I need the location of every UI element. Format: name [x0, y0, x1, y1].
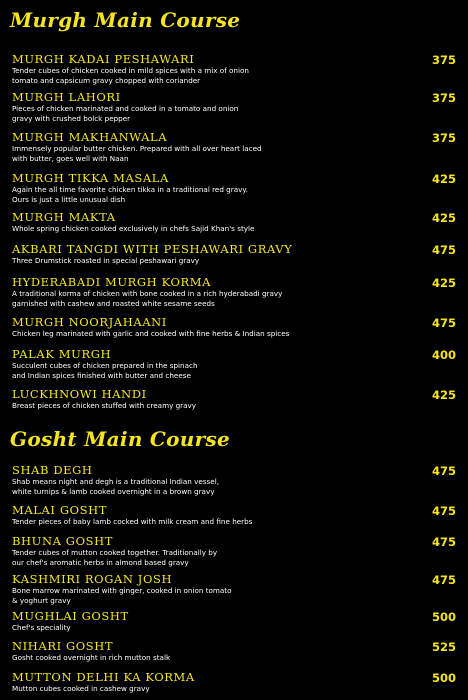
item-price: 425	[431, 276, 456, 290]
item-name: AKBARI TANGDI WITH PESHAWARI GRAVY	[12, 242, 293, 256]
section-title-gosht: Gosht Main Course	[10, 427, 231, 451]
menu-item	[12, 670, 460, 694]
item-price: 475	[431, 464, 456, 478]
item-name: MALAI GOSHT	[12, 503, 108, 517]
menu-item	[12, 90, 460, 123]
item-name: MUGHLAI GOSHT	[12, 609, 129, 623]
item-description: Pieces of chicken marinated and cooked in a tomato and onion gravy with crushed bolck pepper	[12, 104, 239, 123]
menu-item	[12, 315, 460, 339]
item-name: NIHARI GOSHT	[12, 639, 114, 653]
menu-item	[12, 210, 460, 234]
item-name: PALAK MURGH	[12, 347, 112, 361]
menu-item	[12, 242, 460, 266]
item-name: MURGH MAKTA	[12, 210, 116, 224]
item-name: MURGH MAKHANWALA	[12, 130, 168, 144]
menu-item	[12, 387, 460, 411]
item-description: Whole spring chicken cooked exclusively in chefs Sajid Khan's style	[12, 224, 255, 233]
menu-item	[12, 572, 460, 605]
section-title-murgh: Murgh Main Course	[10, 8, 241, 32]
item-description: Tender cubes of chicken cooked in mild spices with a mix of onion tomato and capsicum gravy chopped with coriander	[12, 66, 249, 85]
item-price: 375	[431, 131, 456, 145]
item-price: 425	[431, 388, 456, 402]
item-description: Bone marrow marinated with ginger, cooked in onion tomato & yoghurt gravy	[12, 586, 232, 605]
item-price: 525	[431, 640, 456, 654]
menu-item	[12, 463, 460, 496]
item-description: Tender cubes of mutton cooked together. Traditionally by our chef's aromatic herbs in almond based gravy	[12, 548, 218, 567]
menu-item	[12, 130, 460, 163]
item-name: LUCKHNOWI HANDI	[12, 387, 147, 401]
item-name: MURGH LAHORI	[12, 90, 121, 104]
item-name: BHUNA GOSHT	[12, 534, 113, 548]
item-description: Gosht cooked overnight in rich mutton stalk	[12, 653, 171, 662]
menu-item	[12, 275, 460, 308]
item-description: Chicken leg marinated with garlic and cooked with fine herbs & Indian spices	[12, 329, 290, 338]
item-price: 375	[431, 53, 456, 67]
item-price: 475	[431, 504, 456, 518]
item-name: KASHMIRI ROGAN JOSH	[12, 572, 173, 586]
item-name: MURGH NOORJAHAANI	[12, 315, 167, 329]
item-name: SHAB DEGH	[12, 463, 93, 477]
item-name: MURGH KADAI PESHAWARI	[12, 52, 195, 66]
menu-item	[12, 347, 460, 380]
item-description: Mutton cubes cooked in cashew gravy	[12, 684, 150, 693]
item-price: 475	[431, 573, 456, 587]
item-name: HYDERABADI MURGH KORMA	[12, 275, 212, 289]
item-price: 475	[431, 535, 456, 549]
item-description: Breast pieces of chicken stuffed with creamy gravy	[12, 401, 197, 410]
item-description: A traditional korma of chicken with bone cooked in a rich hyderabadi gravy garnished with cashew and roasted white sesame seeds	[12, 289, 283, 308]
item-price: 475	[431, 316, 456, 330]
menu-item	[12, 503, 460, 527]
item-description: Tender pieces of baby lamb cocked with milk cream and fine herbs	[12, 517, 253, 526]
item-name: MUTTON DELHI KA KORMA	[12, 670, 195, 684]
item-description: Three Drumstick roasted in special peshawari gravy	[12, 256, 200, 265]
item-price: 500	[431, 610, 456, 624]
item-price: 400	[431, 348, 456, 362]
item-description: Succulent cubes of chicken prepared in the spinach and Indian spices finished with butter and cheese	[12, 361, 198, 380]
menu-item	[12, 534, 460, 567]
menu-item	[12, 609, 460, 633]
item-description: Immensely popular butter chicken. Prepared with all over heart laced with butter, goes well with Naan	[12, 144, 262, 163]
menu-item	[12, 52, 460, 85]
item-name: MURGH TIKKA MASALA	[12, 171, 169, 185]
menu-item	[12, 171, 460, 204]
item-price: 375	[431, 91, 456, 105]
item-description: Shab means night and degh is a traditional Indian vessel, white turnips & lamb cooked overnight in a brown gravy	[12, 477, 220, 496]
item-price: 500	[431, 671, 456, 685]
item-price: 475	[431, 243, 456, 257]
item-description: Chef's speciality	[12, 623, 71, 632]
menu-item	[12, 639, 460, 663]
item-price: 425	[431, 172, 456, 186]
item-description: Again the all time favorite chicken tikka in a traditional red gravy. Ours is just a little unusual dish	[12, 185, 248, 204]
item-price: 425	[431, 211, 456, 225]
